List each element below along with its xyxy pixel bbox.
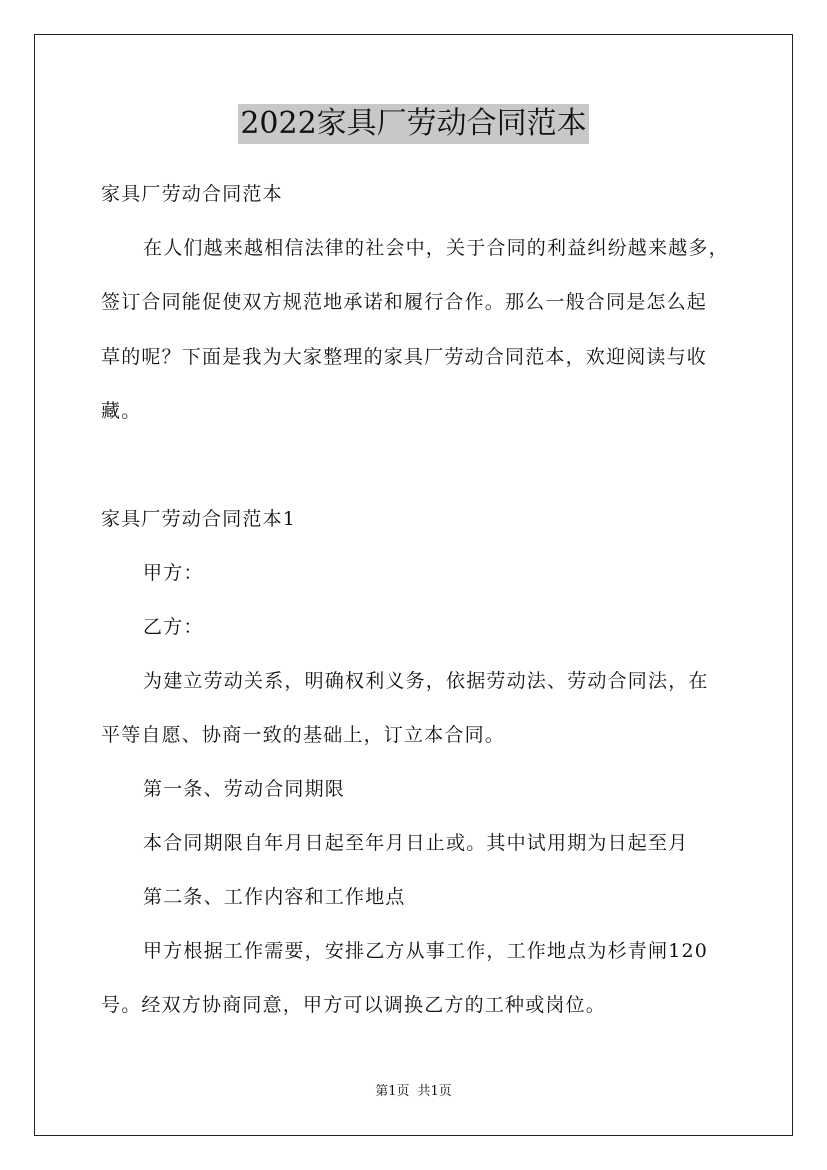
paragraph-line: 号。经双方协商同意，甲方可以调换乙方的工种或岗位。 [101,994,607,1016]
article-heading: 第一条、劳动合同期限 [143,778,346,800]
article-heading: 第二条、工作内容和工作地点 [143,886,406,908]
paragraph-line: 在人们越来越相信法律的社会中，关于合同的利益纠纷越来越多， [143,237,729,259]
paragraph-line: 签订合同能促使双方规范地承诺和履行合作。那么一般合同是怎么起 [101,291,708,313]
paragraph-line: 草的呢？下面是我为大家整理的家具厂劳动合同范本，欢迎阅读与收 [101,346,708,368]
party-a-label: 甲方： [143,562,204,584]
section-heading: 家具厂劳动合同范本1 [101,508,297,530]
paragraph-line: 藏。 [101,400,142,422]
section-heading: 家具厂劳动合同范本 [101,183,283,205]
paragraph-line: 甲方根据工作需要，安排乙方从事工作，工作地点为杉青闸120 [143,940,709,962]
document-title: 2022家具厂劳动合同范本 [238,104,588,144]
page-number: 第1页 [375,1084,410,1099]
page-footer [0,1083,827,1101]
party-b-label: 乙方： [143,616,204,638]
paragraph-line: 平等自愿、协商一致的基础上，订立本合同。 [101,724,506,746]
title-container [0,104,827,144]
page-total: 共1页 [417,1084,452,1099]
paragraph-line: 为建立劳动关系，明确权利义务，依据劳动法、劳动合同法，在 [143,670,709,692]
paragraph-line: 本合同期限自年月日起至年月日止或。其中试用期为日起至月 [143,832,689,854]
